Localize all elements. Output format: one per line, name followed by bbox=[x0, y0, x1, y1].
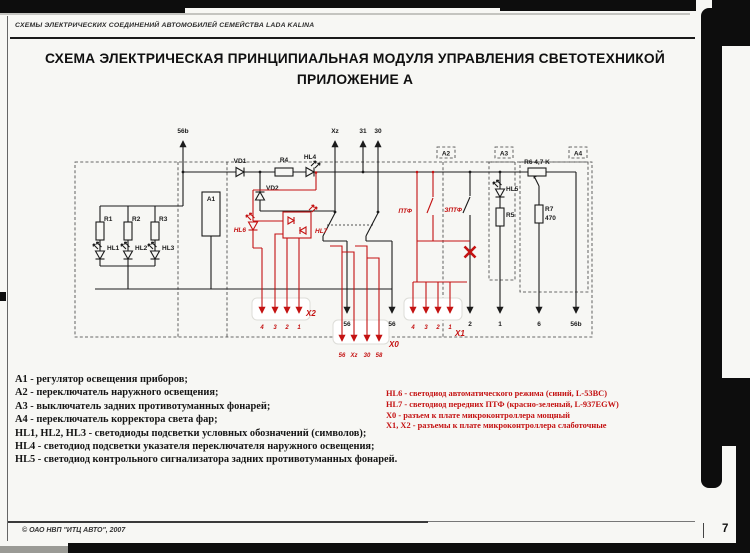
document-header: СХЕМЫ ЭЛЕКТРИЧЕСКИХ СОЕДИНЕНИЙ АВТОМОБИЛЕЙ СЕМЕЙСТВА LADA KALINA bbox=[15, 22, 315, 29]
x1-pin-2: 2 bbox=[436, 325, 440, 331]
label-vd1: VD1 bbox=[233, 158, 247, 165]
label-switch-zptf: ЗПТФ bbox=[444, 207, 462, 214]
scan-artifact-right-mid bbox=[701, 378, 750, 446]
label-hl7: HL7 bbox=[315, 228, 328, 235]
bottom-pin-56-right: 56 bbox=[388, 321, 396, 328]
page-title bbox=[40, 49, 670, 90]
label-hl2: HL2 bbox=[135, 245, 148, 252]
legend-item-a1: А1 - регулятор освещения приборов; bbox=[15, 374, 188, 385]
x2-pin-1: 1 bbox=[297, 325, 301, 331]
label-hl6: HL6 bbox=[233, 227, 246, 234]
footer-copyright: © ОАО НВП "ИТЦ АВТО", 2007 bbox=[22, 527, 126, 534]
label-a1: A1 bbox=[206, 196, 216, 203]
label-r6: R6 4,7 K bbox=[524, 159, 550, 166]
led-hl3 bbox=[148, 242, 160, 259]
x0-pin-56: 56 bbox=[338, 353, 346, 359]
x1-pin-3: 3 bbox=[424, 325, 428, 331]
black-component-labels bbox=[104, 154, 556, 252]
legend-item-x0: X0 - разъем к плате микроконтроллера мощный bbox=[386, 410, 570, 420]
label-hl1: HL1 bbox=[107, 245, 120, 252]
x2-pin-3: 3 bbox=[273, 325, 277, 331]
diode-vd2 bbox=[256, 192, 265, 200]
led-hl7-box bbox=[283, 212, 311, 238]
top-pin-31: 31 bbox=[359, 128, 367, 135]
label-r2: R2 bbox=[132, 216, 141, 223]
label-vd2: VD2 bbox=[266, 185, 279, 192]
led-hl7-diode-a bbox=[288, 217, 294, 224]
x2-pin-2: 2 bbox=[285, 325, 289, 331]
label-r5: R5 bbox=[506, 212, 515, 219]
scan-artifact-top-mid bbox=[180, 0, 510, 8]
footer-rule-dark bbox=[8, 521, 428, 523]
page-number: 7 bbox=[722, 523, 729, 535]
page-title-line1: СХЕМА ЭЛЕКТРИЧЕСКАЯ ПРИНЦИПИАЛЬНАЯ МОДУЛЯ УПРАВЛЕНИЯ СВЕТОТЕХНИКОЙ bbox=[45, 51, 665, 66]
legend-black bbox=[15, 373, 397, 467]
connector-label-x0: X0 bbox=[389, 340, 399, 349]
page-title-line2: ПРИЛОЖЕНИЕ А bbox=[296, 71, 414, 87]
connector-label-x1: X1 bbox=[455, 329, 465, 338]
legend-item-a3: А3 - выключатель задних противотуманных фонарей; bbox=[15, 400, 271, 412]
top-pin-30: 30 bbox=[374, 128, 382, 135]
module-label-a3: A3 bbox=[499, 150, 509, 158]
label-hl5: HL5 bbox=[506, 186, 519, 193]
label-r7-value: 470 bbox=[545, 215, 556, 222]
legend-item-hl123: HL1, HL2, HL3 - светодиоды подсветки условных обозначений (символов); bbox=[15, 427, 367, 439]
x2-pin-4: 4 bbox=[260, 325, 264, 331]
x0-pin-58: 58 bbox=[375, 353, 383, 359]
label-r3: R3 bbox=[159, 216, 168, 223]
x1-pin-4: 4 bbox=[411, 325, 415, 331]
bottom-pin-2: 2 bbox=[468, 321, 472, 328]
top-pin-xz: Xz bbox=[331, 128, 339, 135]
bottom-pin-1: 1 bbox=[498, 321, 502, 328]
bottom-pin-56-left: 56 bbox=[343, 321, 351, 328]
label-r1: R1 bbox=[104, 216, 113, 223]
legend-item-hl5: HL5 - светодиод контрольного сигнализатора задних противотуманных фонарей. bbox=[15, 454, 398, 466]
resistor-r6 bbox=[528, 168, 546, 176]
legend-red bbox=[386, 389, 619, 432]
led-hl2 bbox=[121, 242, 133, 259]
led-hl4 bbox=[306, 161, 320, 177]
legend-item-a2: А2 - переключатель наружного освещения; bbox=[15, 387, 219, 399]
scan-artifact-top-right bbox=[500, 0, 696, 11]
resistor-r5 bbox=[496, 208, 504, 226]
x0-pin-30: 30 bbox=[363, 353, 371, 359]
resistor-r1 bbox=[96, 222, 104, 240]
legend-item-a4: А4 - переключатель корректора света фар; bbox=[15, 414, 218, 426]
top-pin-56b: 56b bbox=[177, 128, 189, 135]
scan-artifact-right-top bbox=[712, 0, 750, 46]
module-label-a4: A4 bbox=[573, 150, 583, 158]
resistor-r2 bbox=[124, 222, 132, 240]
module-labels bbox=[442, 151, 583, 158]
label-r7: R7 bbox=[545, 206, 554, 213]
resistor-r7 bbox=[535, 205, 543, 223]
bottom-pin-56b: 56b bbox=[570, 321, 582, 328]
red-leds bbox=[246, 213, 258, 230]
scan-artifact-bottom-left bbox=[0, 546, 68, 553]
scan-streak bbox=[0, 13, 690, 15]
diode-vd1 bbox=[236, 168, 244, 177]
black-wiring bbox=[95, 141, 576, 313]
bottom-pin-6: 6 bbox=[537, 321, 541, 328]
legend-item-hl7: HL7 - светодиод передних ПТФ (красно-зеленый, L-937EGW) bbox=[386, 399, 619, 409]
led-hl5 bbox=[493, 180, 505, 197]
header-rule bbox=[10, 37, 695, 39]
legend-item-x1x2: X1, X2 - разъемы к плате микроконтроллера слаботочные bbox=[386, 421, 607, 431]
module-label-a2: A2 bbox=[441, 150, 451, 158]
connector-label-x2: X2 bbox=[306, 309, 316, 318]
schematic bbox=[0, 105, 750, 375]
resistor-r4 bbox=[275, 168, 293, 176]
label-hl3: HL3 bbox=[162, 245, 175, 252]
legend-item-hl6: HL6 - светодиод автоматического режима (синий, L-53BC) bbox=[386, 389, 608, 398]
label-r4: R4 bbox=[279, 157, 289, 164]
led-hl7-diode-b bbox=[300, 227, 306, 234]
label-hl4: HL4 bbox=[303, 154, 317, 161]
legend-item-hl4: HL4 - светодиод подсветки указателя переключателя наружного освещения; bbox=[15, 441, 375, 453]
resistor-r3 bbox=[151, 222, 159, 240]
scan-artifact-right-bottom bbox=[736, 440, 750, 553]
scan-artifact-top-left bbox=[0, 0, 185, 13]
label-switch-ptf: ПТФ bbox=[398, 208, 412, 215]
led-hl6 bbox=[246, 213, 258, 230]
led-hl1 bbox=[93, 242, 105, 259]
scan-artifact-bottom bbox=[68, 543, 750, 553]
page-number-separator bbox=[703, 523, 704, 538]
x1-pin-1: 1 bbox=[448, 325, 452, 331]
x0-pin-xz: Xz bbox=[350, 353, 358, 359]
